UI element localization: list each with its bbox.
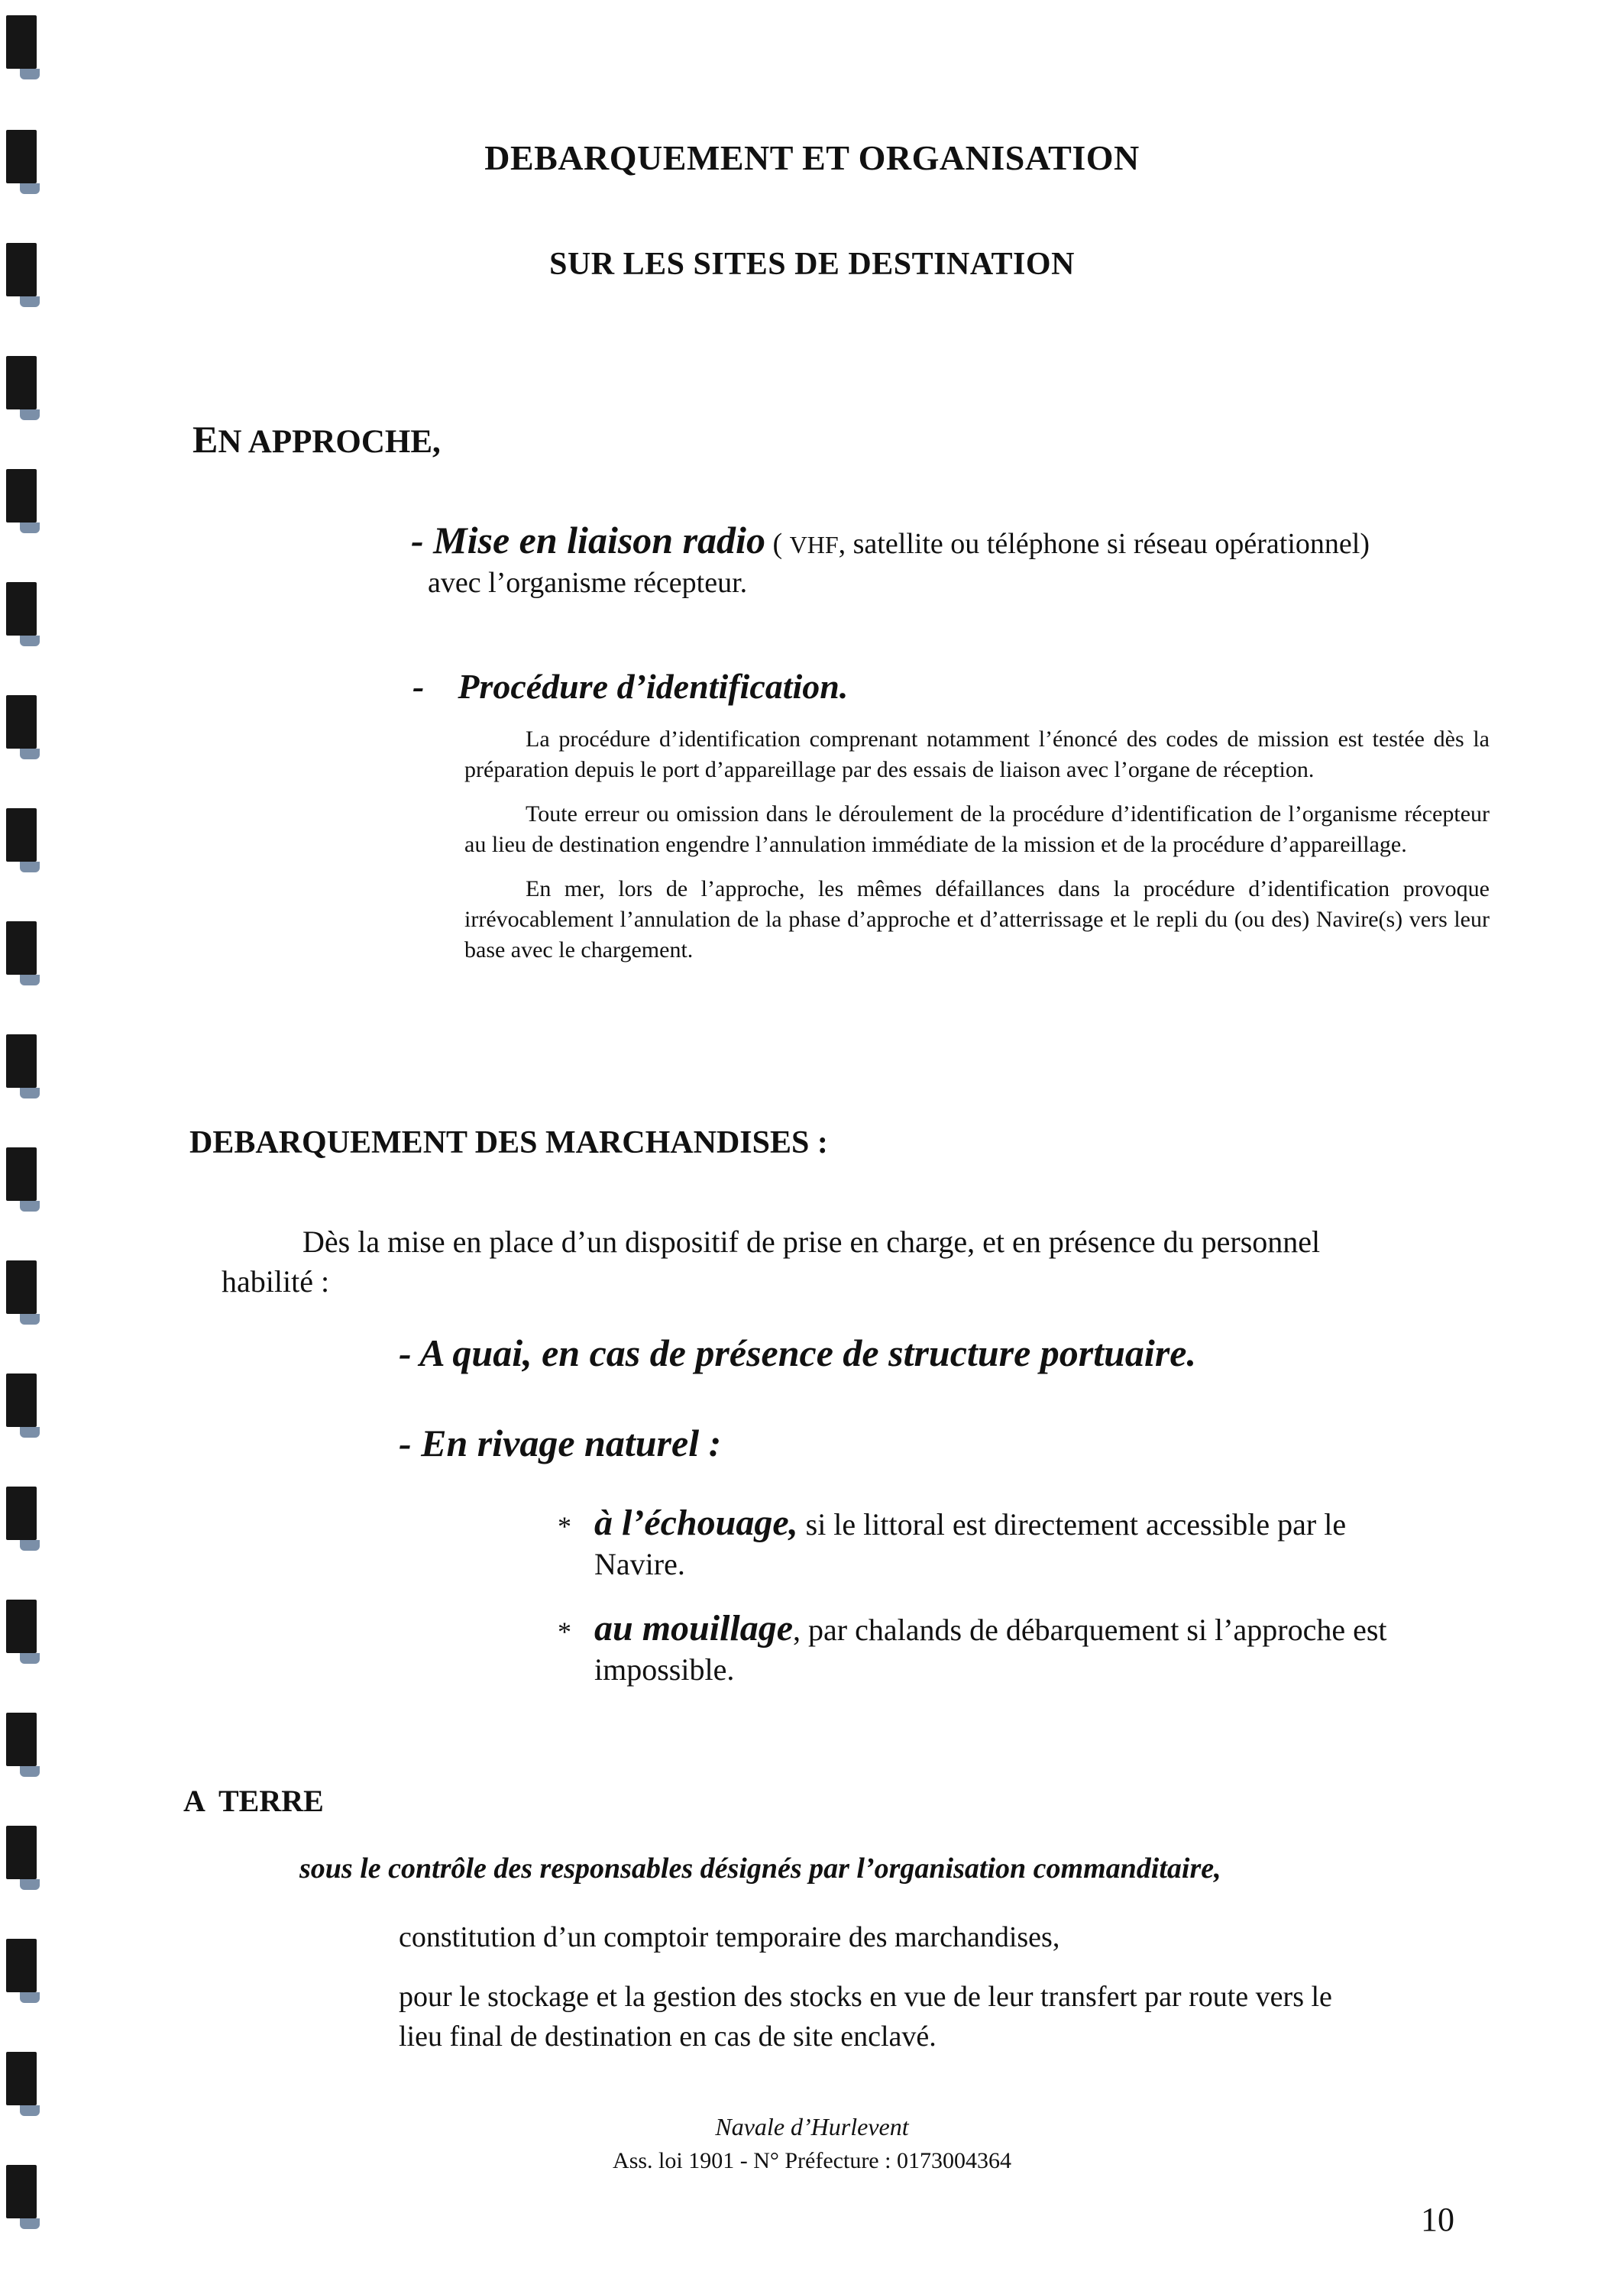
bullet-mouillage: * au mouillage, par chalands de débarquement si l’approche est impossible. [558,1608,1387,1687]
section-heading-terre: A TERRE [183,1784,324,1818]
section-heading-approche: EN APPROCHE, [192,418,441,461]
radio-item-lead: Mise en liaison radio [433,519,765,561]
page-number: 10 [1421,2201,1454,2238]
debarquement-intro-line1: Dès la mise en place d’un dispositif de prise en charge, et en présence du personnel [302,1225,1321,1259]
procedure-paragraph: Toute erreur ou omission dans le déroulement de la procédure d’identification de l’organisme récepteur au lieu de destination engendre l’annulation immédiate de la mission et de la procédure d’appareillage. [464,801,1490,857]
page-title: DEBARQUEMENT ET ORGANISATION [484,138,1140,177]
procedure-heading: - Procédure d’identification. [412,667,849,706]
bullet-echouage: * à l’échouage, si le littoral est directement accessible par le Navire. [558,1503,1347,1581]
footer-organisation: Navale d’Hurlevent [715,2113,909,2140]
section-heading-debarquement: DEBARQUEMENT DES MARCHANDISES : [189,1125,828,1160]
radio-item: - Mise en liaison radio ( VHF, satellite ou téléphone si réseau opérationnel) avec l’organisme récepteur. [411,518,1526,602]
radio-item-line2: avec l’organisme récepteur. [428,567,748,599]
terre-line2: pour le stockage et la gestion des stocks en vue de leur transfert par route vers le lieu final de destination en cas de site enclavé. [399,1981,1332,2053]
page-subtitle: SUR LES SITES DE DESTINATION [549,247,1075,282]
procedure-paragraph: En mer, lors de l’approche, les mêmes défaillances dans la procédure d’identification provoque irrévocablement l’annulation de la phase d’approche et d’atterrissage et le repli du (ou des) Navire(s) vers leur base avec le chargement. [464,876,1490,963]
quai-option: - A quai, en cas de présence de structure portuaire. [399,1331,1196,1374]
procedure-paragraph: La procédure d’identification comprenant notamment l’énoncé des codes de mission est testée dès la préparation depuis le port d’appareillage par des essais de liaison avec l’organe de réception. [464,726,1490,782]
footer-association: Ass. loi 1901 - N° Préfecture : 0173004364 [613,2148,1011,2173]
debarquement-intro-line2: habilité : [222,1264,330,1299]
rivage-option: - En rivage naturel : [399,1422,722,1464]
terre-line1: constitution d’un comptoir temporaire des marchandises, [399,1921,1060,1953]
terre-subtitle: sous le contrôle des responsables désignés par l’organisation commanditaire, [299,1852,1221,1885]
procedure-paragraphs [464,724,1490,979]
